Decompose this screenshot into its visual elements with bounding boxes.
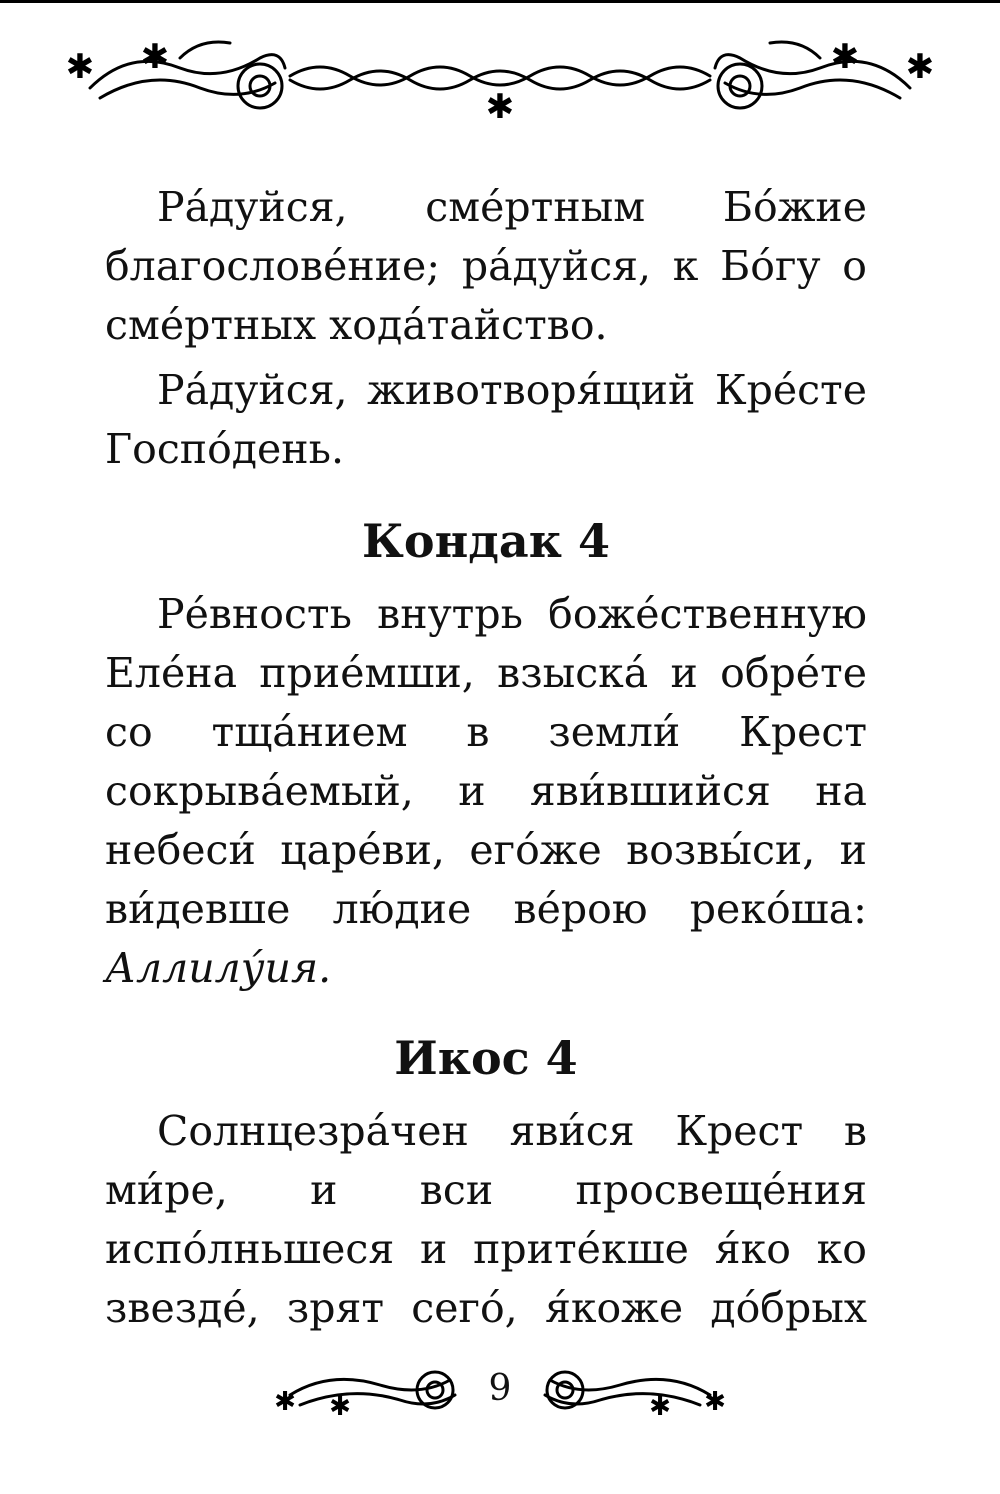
svg-text:✱: ✱ <box>704 1387 726 1417</box>
svg-text:✱: ✱ <box>485 87 515 127</box>
alleluia: Аллилу́ия. <box>105 944 332 992</box>
paragraph-rejoice-2: Ра́дуйся, животворя́щий Кре́сте Госпо́день. <box>105 366 867 473</box>
kondak-body: Ре́вность внутрь боже́ственную Еле́на прие́мши, взыска́ и обре́те со тща́нием в земли́ Крест сокрыва́емый, и яви́вшийся на небеси́ царе́ви, его́же возвы́си, и ви́девше лю́дие ве́рою реко́ша: <box>105 590 867 933</box>
svg-text:✱: ✱ <box>830 37 860 77</box>
page-number: 9 <box>488 1368 512 1409</box>
kondak-text <box>105 585 867 998</box>
svg-text:✱: ✱ <box>65 47 95 87</box>
ikos-text: Солнцезра́чен яви́ся Крест в ми́ре, и вси просвеще́ния испо́лньшеся и прите́кше я́ко ко звезде́, зрят сего́, я́коже до́брых <box>105 1107 867 1332</box>
svg-text:✱: ✱ <box>274 1387 296 1417</box>
svg-text:✱: ✱ <box>649 1392 671 1422</box>
page-top-edge <box>0 0 1000 3</box>
svg-text:✱: ✱ <box>140 37 170 77</box>
ikos-heading: Икос 4 <box>394 1031 578 1085</box>
header-ornament <box>60 28 940 128</box>
kondak-heading: Кондак 4 <box>362 514 610 568</box>
paragraph-rejoice-1: Ра́дуйся, сме́ртным Бо́жие благослове́ние; ра́дуйся, к Бо́гу о сме́ртных хода́тайство. <box>105 183 867 349</box>
svg-text:✱: ✱ <box>905 47 935 87</box>
page-content <box>105 178 867 1338</box>
svg-text:✱: ✱ <box>329 1392 351 1422</box>
